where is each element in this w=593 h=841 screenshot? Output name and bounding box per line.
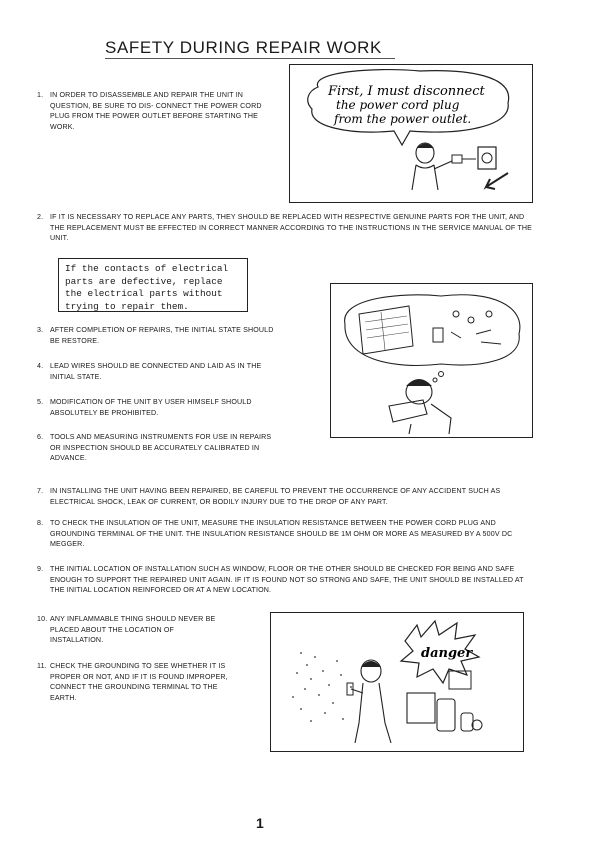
- safety-item-4: [37, 361, 278, 382]
- speech-line-2: the power cord plug: [336, 98, 460, 112]
- safety-item-9: [37, 564, 540, 596]
- item-number: 11.: [37, 662, 47, 670]
- danger-text: danger: [421, 646, 473, 661]
- technician-unplugging-drawing: [290, 65, 532, 202]
- item-number: 3.: [37, 326, 44, 334]
- safety-item-5: [37, 397, 278, 418]
- danger-inflammable-illustration: [270, 612, 524, 752]
- page-number: 1: [256, 815, 264, 831]
- item-text: THE INITIAL LOCATION OF INSTALLATION SUCH AS WINDOW, FLOOR OR THE OTHER SHOULD BE CHECKED FOR BEING AND SAFE ENOUGH TO SUPPORT THE REPAIRED UNIT AGAIN. IF IT IS FOUND NOT SO STRONG AND SAFE, THE UNIT SHOULD BE INSTALLED AT THE INITIAL LOCATION REINFORCED OR AT A NEW LOCATION.: [50, 565, 524, 595]
- item-number: 6.: [37, 433, 44, 441]
- item-text: MODIFICATION OF THE UNIT BY USER HIMSELF SHOULD ABSOLUTELY BE PROHIBITED.: [50, 398, 252, 417]
- item-number: 8.: [37, 519, 44, 527]
- item-text: ANY INFLAMMABLE THING SHOULD NEVER BE PLACED ABOUT THE LOCATION OF INSTALLATION.: [50, 615, 216, 645]
- safety-item-11: [37, 661, 228, 703]
- item-text: IN INSTALLING THE UNIT HAVING BEEN REPAIRED, BE CAREFUL TO PREVENT THE OCCURRENCE OF ANY ACCIDENT SUCH AS ELECTRICAL SHOCK, LEAK OF CURRENT, OR BODILY INJURY DUE TO THE DROP OF ANY PART.: [50, 487, 501, 506]
- item-number: 7.: [37, 487, 44, 495]
- item-text: LEAD WIRES SHOULD BE CONNECTED AND LAID AS IN THE INITIAL STATE.: [50, 362, 262, 381]
- item-text: CHECK THE GROUNDING TO SEE WHETHER IT IS PROPER OR NOT, AND IF IT IS FOUND IMPROPER, CONNECT THE GROUNDING TERMINAL TO THE EARTH.: [50, 662, 228, 702]
- safety-item-7: [37, 486, 540, 507]
- title-underline: [105, 58, 395, 59]
- item-number: 4.: [37, 362, 44, 370]
- safety-item-1: [37, 90, 262, 132]
- item-text: TOOLS AND MEASURING INSTRUMENTS FOR USE IN REPAIRS OR INSPECTION SHOULD BE ACCURATELY CALIBRATED IN ADVANCE.: [50, 433, 272, 463]
- speech-line-1: First, I must disconnect: [328, 84, 485, 99]
- safety-item-2: [37, 212, 536, 244]
- item-text: IN ORDER TO DISASSEMBLE AND REPAIR THE UNIT IN QUESTION, BE SURE TO DIS- CONNECT THE POWER CORD PLUG FROM THE POWER OUTLET BEFORE STARTING THE WORK.: [50, 91, 262, 131]
- safety-item-6: [37, 432, 278, 464]
- item-number: 1.: [37, 91, 44, 99]
- item-number: 2.: [37, 213, 44, 221]
- item-number: 5.: [37, 398, 44, 406]
- disconnect-plug-illustration: [289, 64, 533, 203]
- safety-item-3: [37, 325, 278, 346]
- speech-line-3: from the power outlet.: [334, 112, 472, 126]
- item-text: IF IT IS NECESSARY TO REPLACE ANY PARTS, THEY SHOULD BE REPLACED WITH RESPECTIVE GENUINE PARTS FOR THE UNIT, AND THE REPLACEMENT MUST BE EFFECTED IN CORRECT MANNER ACCORDING TO THE INSTRUCTIONS IN THE SERVICE MANUAL OF THE UNIT.: [50, 213, 532, 243]
- safety-item-8: [37, 518, 540, 550]
- item-number: 9.: [37, 565, 44, 573]
- technician-reading-manual-drawing: [331, 284, 532, 437]
- note-box: If the contacts of electrical parts are defective, replace the electrical parts without trying to repair them.: [58, 258, 248, 312]
- repair-manual-illustration: [330, 283, 533, 438]
- page-title: SAFETY DURING REPAIR WORK: [105, 38, 382, 57]
- item-text: TO CHECK THE INSULATION OF THE UNIT, MEASURE THE INSULATION RESISTANCE BETWEEN THE POWER CORD PLUG AND GROUNDING TERMINAL OF THE UNIT. THE INSULATION RESISTANCE SHOULD BE 1M OHM OR MORE AS MEASURED BY A 500V DC MEGGER.: [50, 519, 513, 549]
- safety-item-10: [37, 614, 228, 646]
- spray-danger-drawing: [271, 613, 523, 751]
- item-text: AFTER COMPLETION OF REPAIRS, THE INITIAL STATE SHOULD BE RESTORE.: [50, 326, 274, 345]
- item-number: 10.: [37, 615, 48, 623]
